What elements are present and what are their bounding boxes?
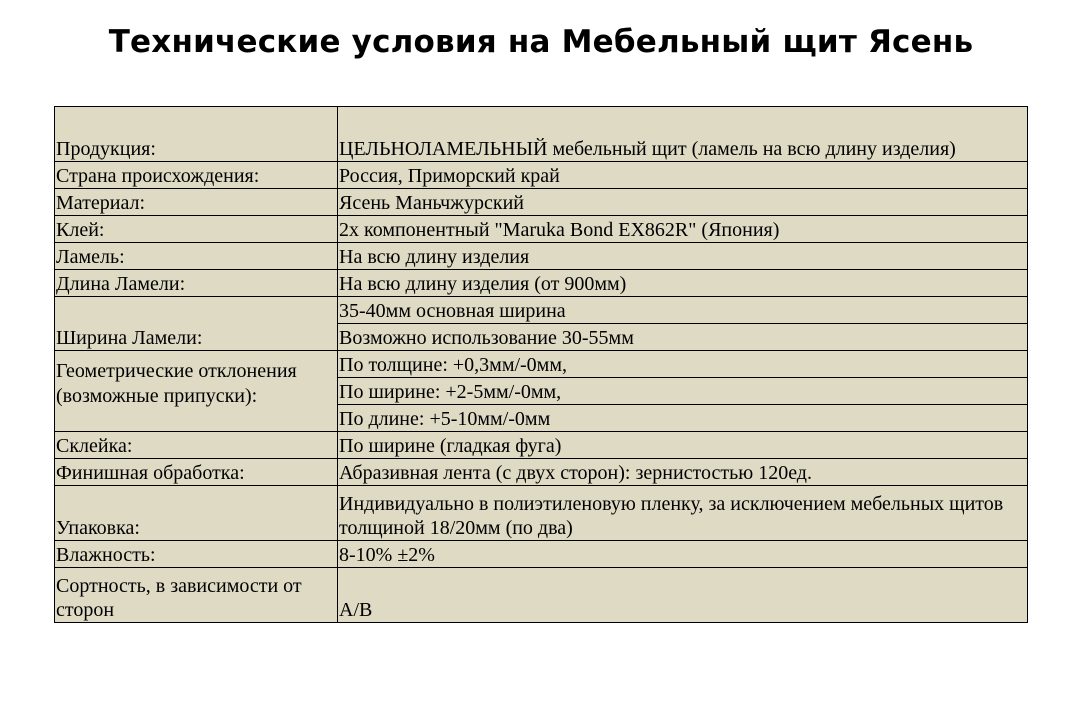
table-row [55,243,1028,270]
table-row [55,351,1028,378]
table-row [55,541,1028,568]
glue-value: 2х компонентный "Maruka Bond EX862R" (Япония) [338,216,1028,243]
lamella-length-value: На всю длину изделия (от 900мм) [338,270,1028,297]
grade-value: A/B [338,568,1028,623]
material-value: Ясень Маньчжурский [338,189,1028,216]
table-row [55,216,1028,243]
product-value: ЦЕЛЬНОЛАМЕЛЬНЫЙ мебельный щит (ламель на всю длину изделия) [338,107,1028,162]
humidity-label: Влажность: [55,541,338,568]
table-row [55,162,1028,189]
humidity-value: 8-10% ±2% [338,541,1028,568]
product-label: Продукция: [55,107,338,162]
deviations-label: Геометрические отклонения (возможные припуски): [55,351,338,432]
table-row [55,270,1028,297]
lamella-label: Ламель: [55,243,338,270]
deviations-length: По длине: +5-10мм/-0мм [338,405,1028,432]
table-row [55,189,1028,216]
deviations-width: По ширине: +2-5мм/-0мм, [338,378,1028,405]
country-value: Россия, Приморский край [338,162,1028,189]
finishing-value: Абразивная лента (с двух сторон): зернистостью 120ед. [338,459,1028,486]
country-label: Страна происхождения: [55,162,338,189]
gluing-value: По ширине (гладкая фуга) [338,432,1028,459]
glue-label: Клей: [55,216,338,243]
table-row [55,459,1028,486]
table-row [55,107,1028,162]
lamella-width-label: Ширина Ламели: [55,297,338,351]
lamella-width-value-1: 35-40мм основная ширина [338,297,1028,324]
material-label: Материал: [55,189,338,216]
spec-table [54,106,1028,623]
packaging-label: Упаковка: [55,486,338,541]
deviations-thickness: По толщине: +0,3мм/-0мм, [338,351,1028,378]
table-row [55,568,1028,623]
table-row [55,432,1028,459]
page-title: Технические условия на Мебельный щит Ясень [108,24,974,60]
lamella-width-value-2: Возможно использование 30-55мм [338,324,1028,351]
lamella-length-label: Длина Ламели: [55,270,338,297]
finishing-label: Финишная обработка: [55,459,338,486]
packaging-value: Индивидуально в полиэтиленовую пленку, за исключением мебельных щитов толщиной 18/20мм (по два) [338,486,1028,541]
table-row [55,297,1028,324]
grade-label: Сортность, в зависимости от сторон [55,568,338,623]
table-row [55,486,1028,541]
lamella-value: На всю длину изделия [338,243,1028,270]
gluing-label: Склейка: [55,432,338,459]
